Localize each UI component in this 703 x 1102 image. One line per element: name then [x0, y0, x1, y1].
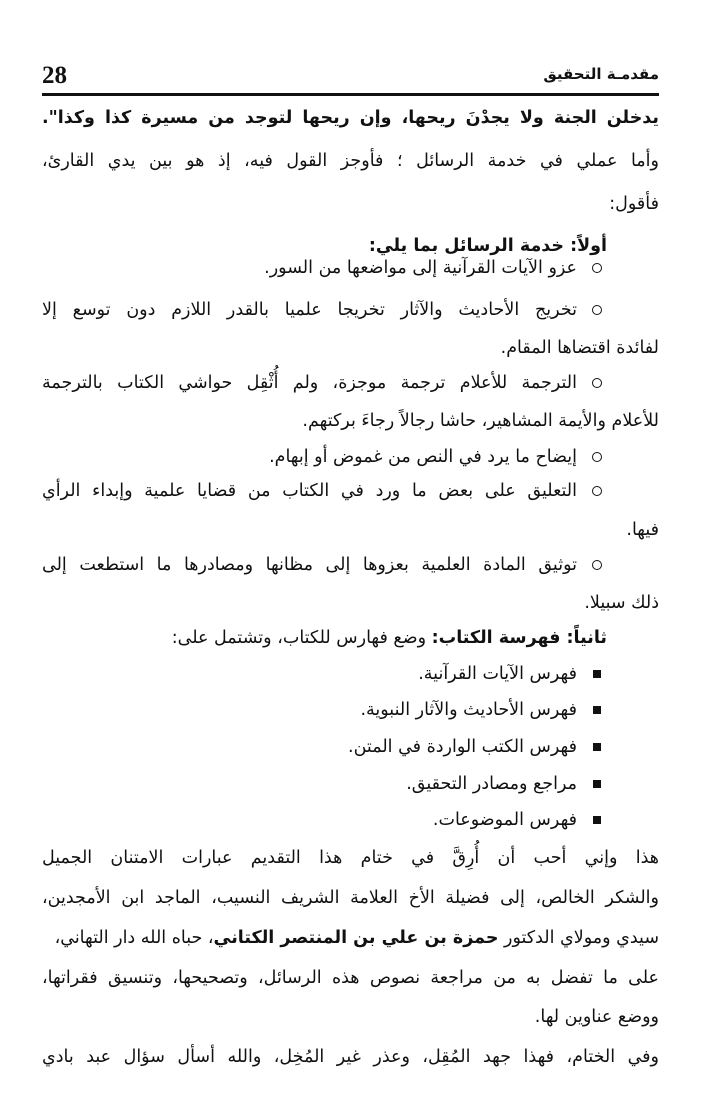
running-title: مقدمـة التحقيق: [543, 65, 659, 83]
section-heading-second: [42, 618, 607, 658]
square-bullet-icon: [587, 764, 607, 804]
index-item: فهرس الموضوعات.: [432, 810, 577, 830]
paragraph-line: على ما تفضل به من مراجعة نصوص هذه الرسائل، وتصحيحها، وتنسيق فقراتها،: [42, 968, 659, 988]
list-item: تخريج الأحاديث والآثار تخريجا علميا بالقدر اللازم دون توسع إلا: [42, 300, 577, 320]
text-span: سيدي ومولاي الدكتور: [498, 928, 659, 948]
paragraph-line: وأما عملي في خدمة الرسائل ؛ فأوجز القول فيه، إذ هو بين يدي القارئ،: [42, 151, 659, 171]
hadith-quote-line: يدخلن الجنة ولا يجدْنَ ريحها، وإن ريحها لتوجد من مسيرة كذا وكذا".: [42, 108, 659, 128]
index-item: مراجع ومصادر التحقيق.: [406, 774, 577, 794]
page-header: [42, 62, 659, 92]
list-item: الترجمة للأعلام ترجمة موجزة، ولم أُثْقِل حواشي الكتاب بالترجمة: [42, 373, 577, 393]
index-item: فهرس الآيات القرآنية.: [418, 664, 577, 684]
page-number: 28: [42, 62, 67, 89]
section-heading-text: وضع فهارس للكتاب، وتشتمل على:: [171, 628, 432, 648]
list-item: التعليق على بعض ما ورد في الكتاب من قضايا علمية وإبداء الرأي: [42, 481, 577, 501]
list-item-continuation: لفائدة اقتضاها المقام.: [500, 338, 659, 358]
circle-bullet-icon: [587, 545, 607, 585]
list-item-continuation: ذلك سبيلا.: [584, 593, 659, 613]
list-item: إيضاح ما يرد في النص من غموض أو إبهام.: [269, 447, 577, 467]
person-name: حمزة بن علي بن المنتصر الكتاني: [213, 928, 499, 948]
circle-bullet-icon: [587, 290, 607, 330]
section-heading-first: أولاً: خدمة الرسائل بما يلي:: [368, 236, 607, 256]
square-bullet-icon: [587, 654, 607, 694]
square-bullet-icon: [587, 800, 607, 840]
paragraph-line: هذا وإني أحب أن أُرِقَّ في ختام هذا التقديم عبارات الامتنان الجميل: [42, 848, 659, 868]
index-item: فهرس الكتب الواردة في المتن.: [348, 737, 577, 757]
list-item: عزو الآيات القرآنية إلى مواضعها من السور.: [264, 258, 577, 278]
list-item-continuation: للأعلام والأيمة المشاهير، حاشا رجالاً رجاءَ بركتهم.: [302, 411, 659, 431]
paragraph-line: والشكر الخالص، إلى فضيلة الأخ العلامة الشريف النسيب، الماجد ابن الأمجدين،: [42, 888, 659, 908]
section-heading-label: ثانياً: فهرسة الكتاب:: [431, 628, 607, 648]
list-item-continuation: فيها.: [626, 520, 659, 540]
list-item: توثيق المادة العلمية بعزوها إلى مظانها ومصادرها ما استطعت إلى: [42, 555, 577, 575]
circle-bullet-icon: [587, 248, 607, 288]
square-bullet-icon: [587, 727, 607, 767]
circle-bullet-icon: [587, 363, 607, 403]
header-rule: [42, 93, 659, 96]
paragraph-line: وفي الختام، فهذا جهد المُقِل، وعذر غير المُخِل، والله أسأل سؤال عبد بادي: [42, 1047, 659, 1067]
circle-bullet-icon: [587, 471, 607, 511]
square-bullet-icon: [587, 690, 607, 730]
index-item: فهرس الأحاديث والآثار النبوية.: [360, 700, 577, 720]
paragraph-line: فأقول:: [609, 194, 659, 214]
paragraph-line: ووضع عناوين لها.: [534, 1007, 659, 1027]
paragraph-line: [42, 918, 659, 958]
text-span: ، حباه الله دار التهاني،: [54, 928, 214, 948]
